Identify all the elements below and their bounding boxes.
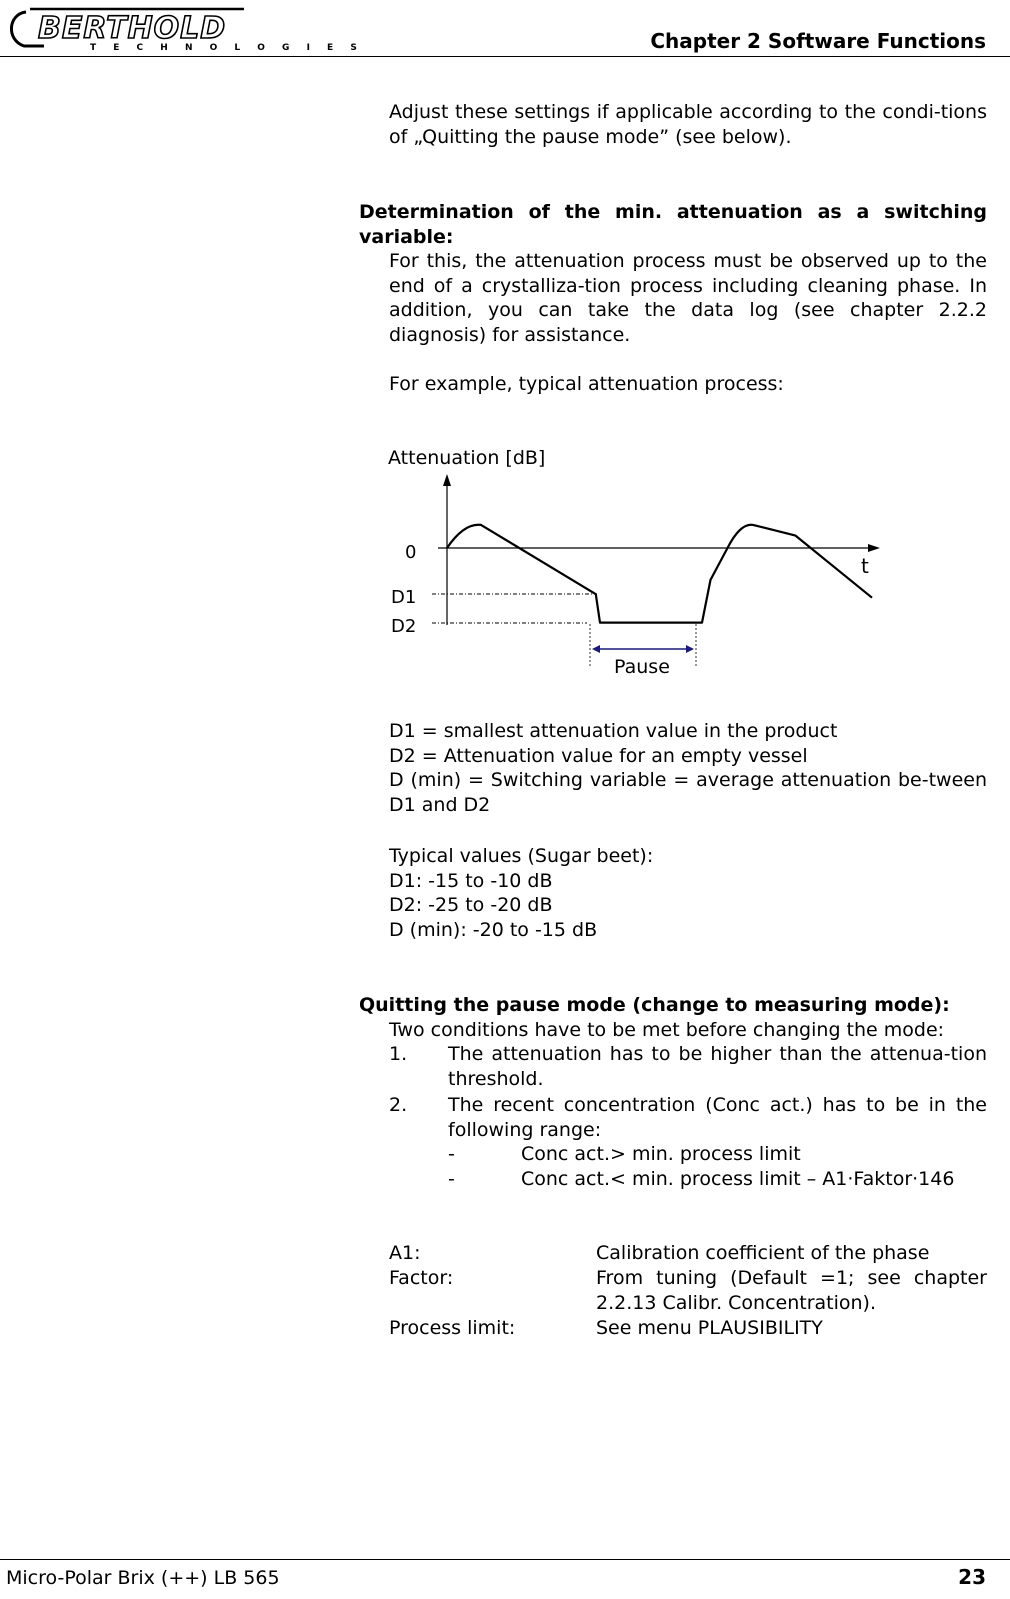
chart-d1-label: D1 xyxy=(391,587,417,608)
chart-t-label: t xyxy=(861,554,869,578)
section1-paragraph: For this, the attenuation process must be observed up to the end of a crystalliza-tion process including cleaning phase. In addition, you can take the data log (see chapter 2.2.2 diagnosis) for assistance. xyxy=(389,250,987,346)
chart-series-line xyxy=(447,525,872,623)
typical-values-title: Typical values (Sugar beet): xyxy=(389,845,654,867)
sublist-item-text: Conc act.< min. process limit – A1·Faktor·146 xyxy=(521,1168,955,1190)
section2-intro: Two conditions have to be met before changing the mode: xyxy=(389,1019,945,1041)
chart-pause-label: Pause xyxy=(614,656,670,678)
list-item-text: The attenuation has to be higher than the attenua-tion threshold. xyxy=(448,1043,987,1090)
glossary-term: Factor: xyxy=(389,1267,454,1289)
chapter-title: Chapter 2 Software Functions xyxy=(650,29,986,53)
typical-d2: D2: -25 to -20 dB xyxy=(389,894,553,917)
glossary-term: Process limit: xyxy=(389,1317,516,1339)
definition-d2: D2 = Attenuation value for an empty vessel xyxy=(389,744,808,767)
glossary-term: A1: xyxy=(389,1242,421,1264)
header-rule xyxy=(0,56,1010,57)
chart-y-arrow xyxy=(443,474,451,486)
section-heading-quit-pause: Quitting the pause mode (change to measuring mode): xyxy=(359,994,950,1016)
glossary-description: From tuning (Default =1; see chapter 2.2.13 Calibr. Concentration). xyxy=(596,1267,987,1314)
logo-subtitle: T E C H N O L O G I E S xyxy=(90,43,364,53)
chart-d2-label: D2 xyxy=(391,616,417,637)
chart-y-label: Attenuation [dB] xyxy=(388,447,546,469)
logo-wordmark: BERTHOLD xyxy=(38,11,227,46)
berthold-logo xyxy=(4,4,364,54)
definitions xyxy=(389,719,987,768)
attenuation-chart xyxy=(380,440,900,690)
definition-d1: D1 = smallest attenuation value in the product xyxy=(389,720,838,742)
list-item-number: 1. xyxy=(389,1043,408,1065)
list-item-text: The recent concentration (Conc act.) has to be in the following range: xyxy=(448,1094,987,1141)
intro-paragraph: Adjust these settings if applicable according to the condi-tions of „Quitting the pause mode” (see below). xyxy=(389,101,987,148)
chart-zero-label: 0 xyxy=(405,542,417,563)
footer-product: Micro-Polar Brix (++) LB 565 xyxy=(6,1567,280,1589)
sublist-dash: - xyxy=(448,1143,455,1165)
footer-rule xyxy=(0,1559,1010,1560)
glossary-description: See menu PLAUSIBILITY xyxy=(596,1317,823,1339)
sublist-dash: - xyxy=(448,1168,455,1190)
page-number: 23 xyxy=(958,1565,986,1589)
chart-x-arrow xyxy=(868,544,880,552)
typical-values xyxy=(389,844,987,942)
glossary-description: Calibration coefficient of the phase xyxy=(596,1242,930,1264)
list-item-number: 2. xyxy=(389,1094,408,1116)
section-heading-min-attenuation: Determination of the min. attenuation as a switching variable: xyxy=(359,201,987,248)
definition-dmin: D (min) = Switching variable = average attenuation be-tween D1 and D2 xyxy=(389,769,987,816)
typical-dmin: D (min): -20 to -15 dB xyxy=(389,918,598,941)
chart-pause-arrow-right xyxy=(686,645,694,653)
example-caption: For example, typical attenuation process: xyxy=(389,373,784,395)
chart-pause-arrow-left xyxy=(592,645,600,653)
sublist-item-text: Conc act.> min. process limit xyxy=(521,1143,801,1165)
typical-d1: D1: -15 to -10 dB xyxy=(389,869,553,892)
